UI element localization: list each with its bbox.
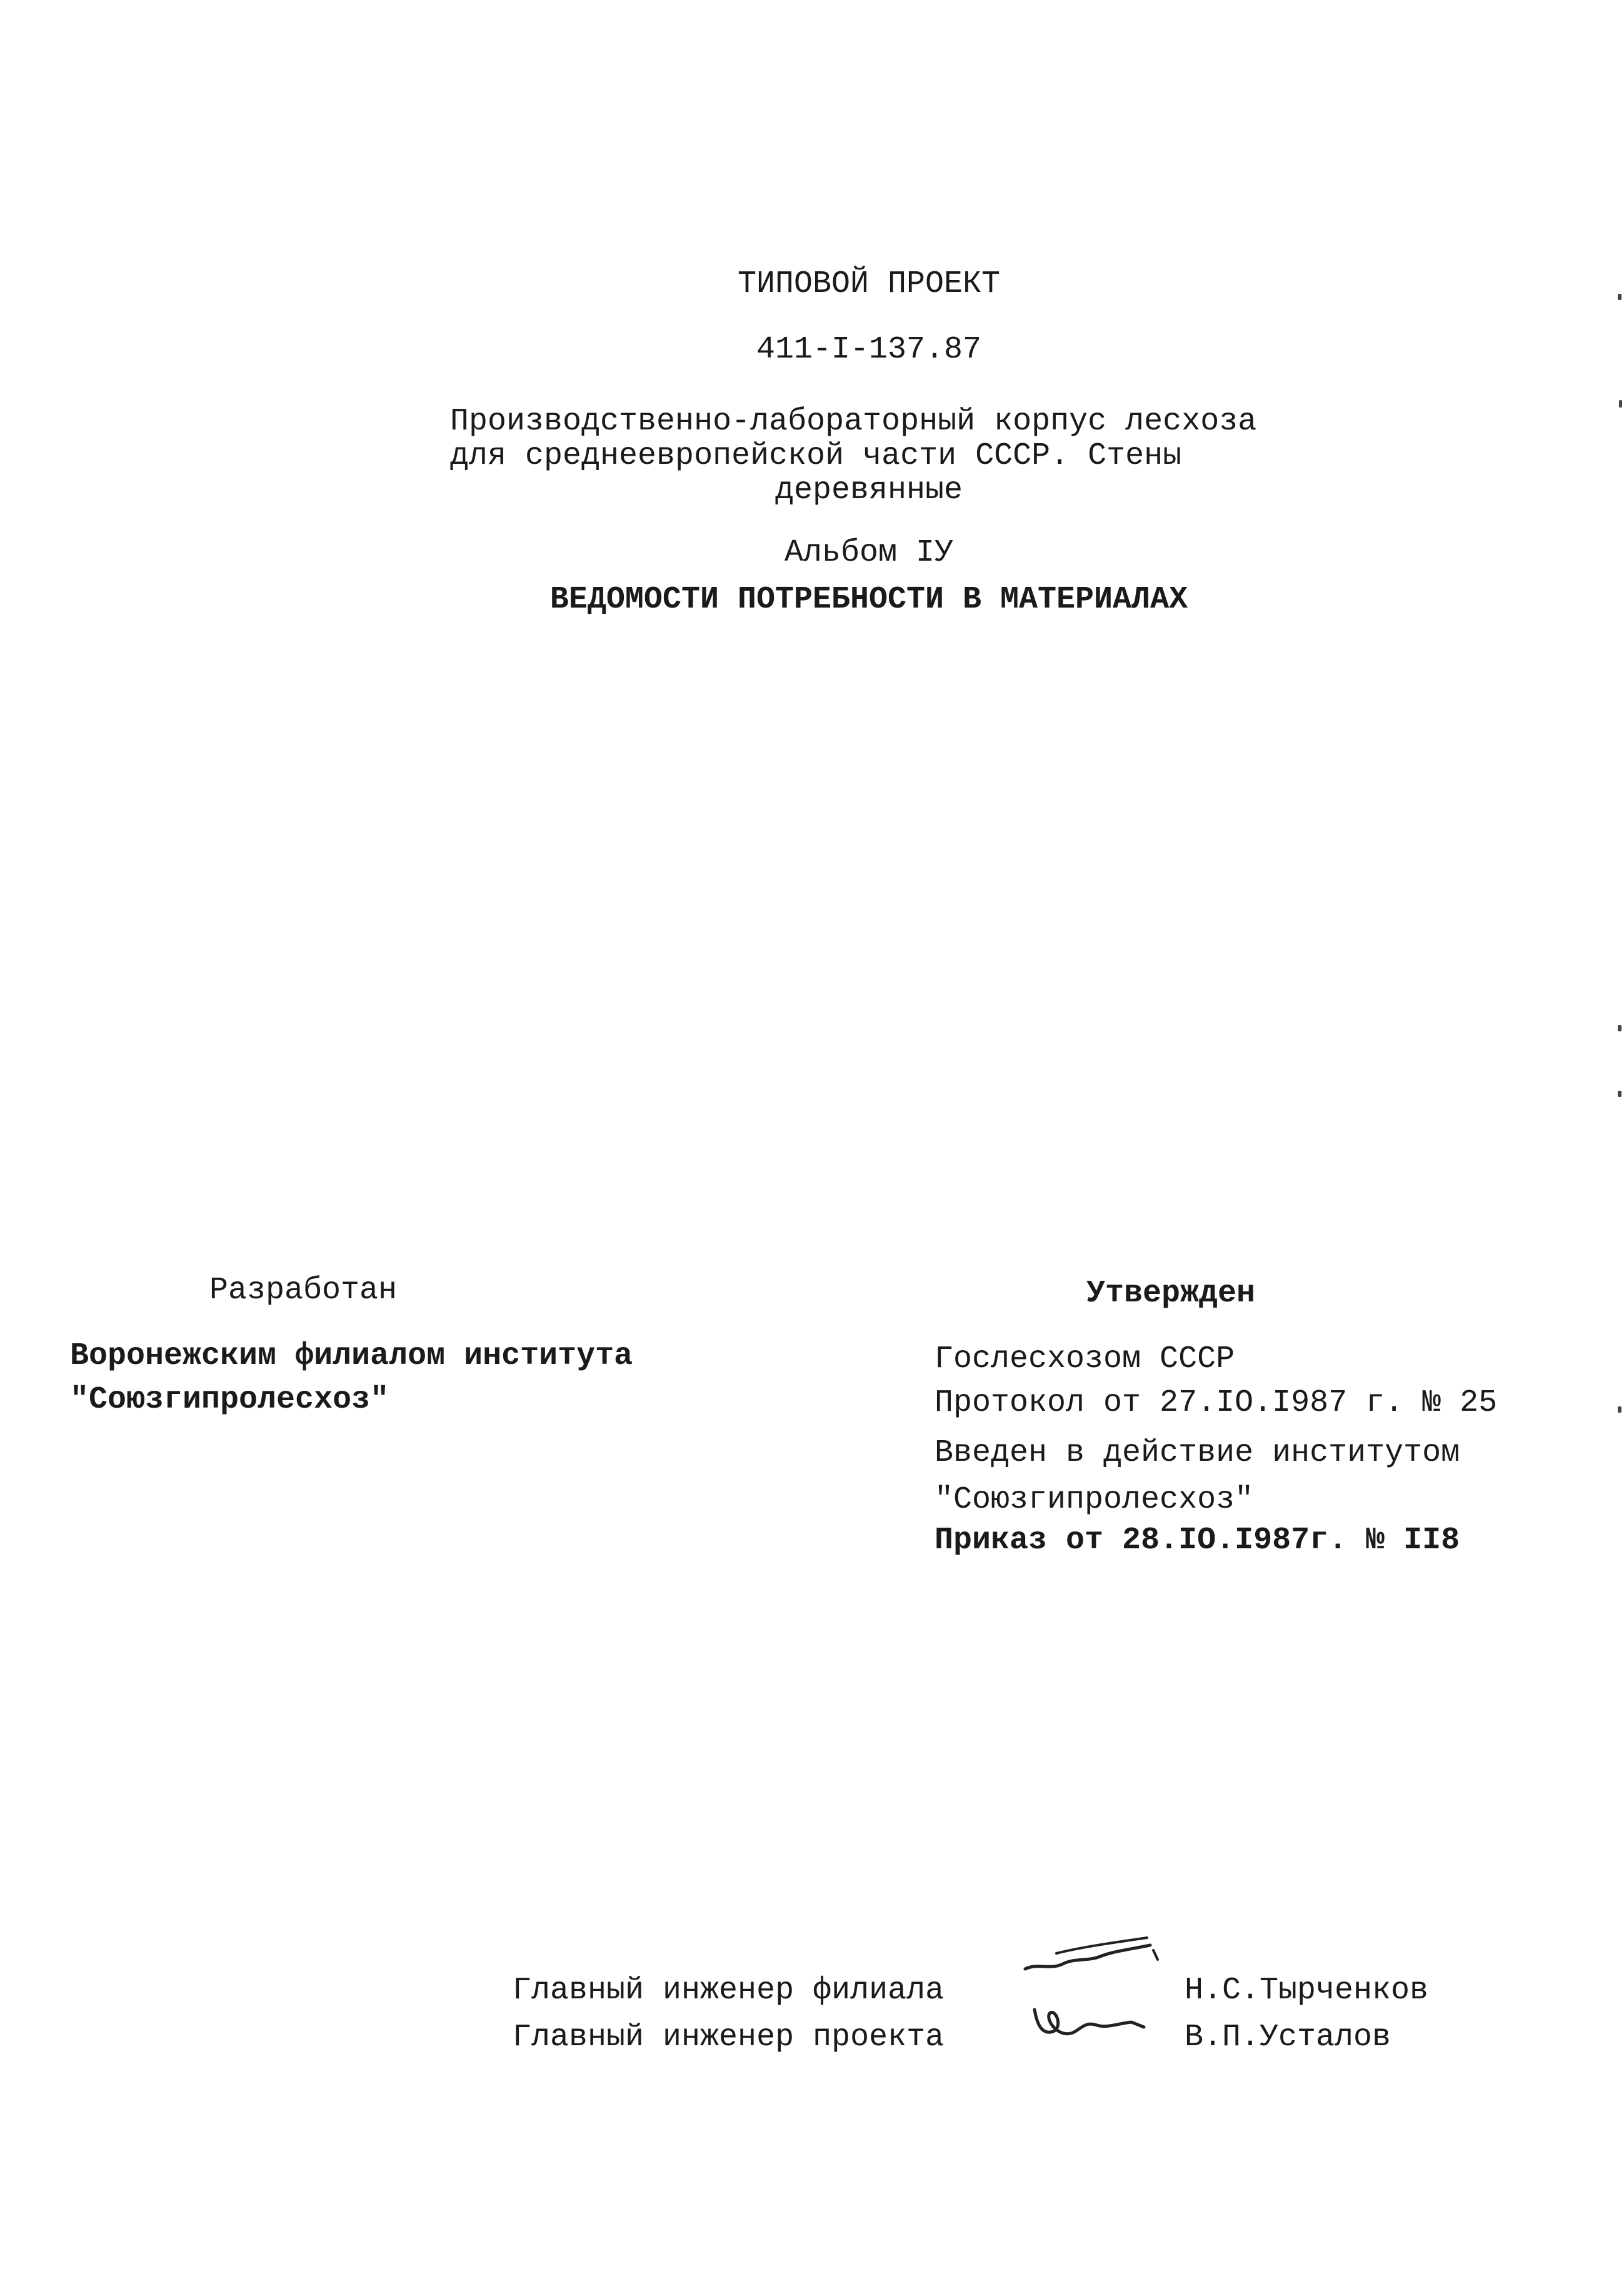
signatory-title-1: Главный инженер филиала [513,1973,945,2008]
signatory-title-2: Главный инженер проекта [513,2020,945,2055]
signatory-name-2: В.П.Усталов [1185,2020,1391,2055]
signatory-name-1: Н.С.Тырченков [1185,1973,1429,2008]
scan-speck [1618,1025,1621,1031]
doc-type-heading: ТИПОВОЙ ПРОЕКТ [737,266,1001,302]
handwritten-signature-1 [1019,1931,1163,1988]
developed-label: Разработан [209,1273,398,1308]
approved-label: Утвержден [1086,1276,1256,1311]
description-line-3: деревянные [774,473,963,508]
scan-speck [1618,294,1621,300]
doc-number: 411-I-137.87 [756,332,982,368]
developed-line-2: "Союзгипролесхоз" [70,1382,389,1418]
scan-speck [1618,1091,1621,1097]
approved-line-4: "Союзгипролесхоз" [935,1482,1254,1518]
scan-speck [1618,1406,1621,1413]
description-line-2: для среднеевропейской части СССР. Стены [450,438,1182,474]
approved-line-2: Протокол от 27.IO.I987 г. № 25 [935,1385,1498,1421]
album-title: ВЕДОМОСТИ ПОТРЕБНОСТИ В МАТЕРИАЛАХ [549,582,1188,618]
description-line-1: Производственно-лабораторный корпус лесхоза [450,404,1257,439]
approved-line-3: Введен в действие институтом [935,1435,1460,1471]
album-label: Альбом IУ [784,535,954,571]
approved-line-5: Приказ от 28.IO.I987г. № II8 [935,1523,1460,1558]
developed-line-1: Воронежским филиалом института [70,1338,633,1374]
handwritten-signature-2 [1025,1997,1150,2053]
scan-speck [1619,400,1622,408]
approved-line-1: Гослесхозом СССР [935,1341,1235,1377]
